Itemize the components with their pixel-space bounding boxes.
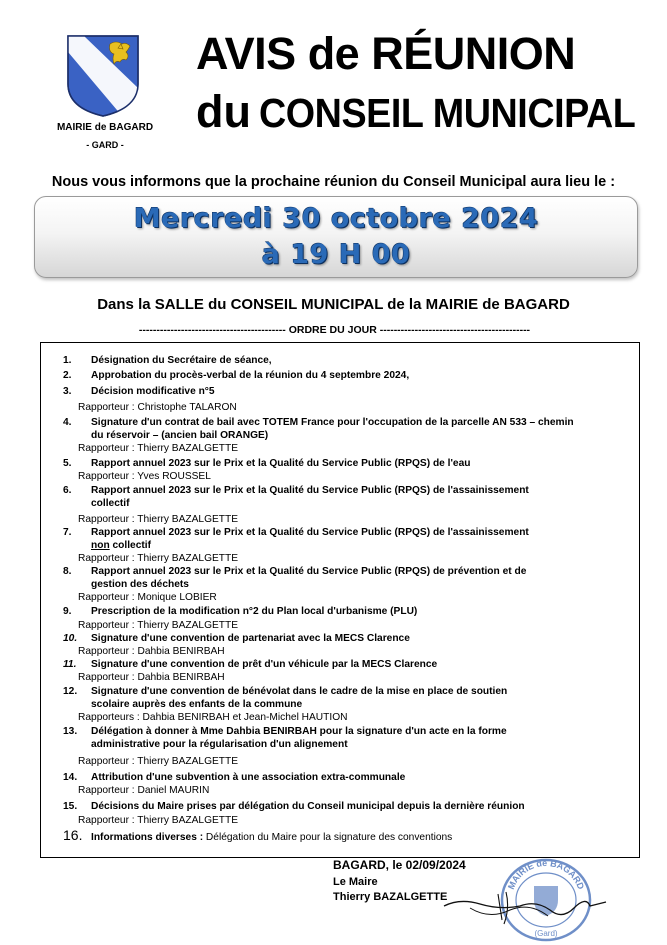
meeting-date: Mercredi 30 octobre 2024 [133, 203, 539, 234]
gard-label: - GARD - [86, 140, 124, 150]
item-text: Décision modificative n°5 [91, 386, 215, 397]
item-text: Signature d'un contrat de bail avec TOTEM France pour l'occupation de la parcelle AN 533 – chemin du réservoir – (ancien bail ORANGE) [91, 417, 574, 441]
item-number: 1. [63, 355, 72, 366]
signature-role: Le Maire [333, 876, 378, 888]
rapporteur: Rapporteur : Dahbia BENIRBAH [78, 672, 225, 683]
title-du: du [196, 86, 251, 137]
title-conseil-municipal: CONSEIL MUNICIPAL [258, 90, 636, 136]
svg-text:(Gard): (Gard) [534, 929, 558, 938]
item-text: Désignation du Secrétaire de séance, [91, 355, 272, 366]
item-text: Signature d'une convention de bénévolat dans le cadre de la mise en place de soutien scolaire auprès des enfants de la commune [91, 686, 508, 710]
item-text: Rapport annuel 2023 sur le Prix et la Qualité du Service Public (RPQS) de l'assainissement collectif [91, 485, 529, 509]
item-number: 6. [63, 485, 72, 496]
meeting-time: à 19 H 00 [261, 239, 411, 270]
item-number: 3. [63, 386, 72, 397]
rapporteur: Rapporteur : Dahbia BENIRBAH [78, 646, 225, 657]
svg-text:MAIRIE de BAGARD: MAIRIE de BAGARD [505, 857, 587, 891]
item-text: Rapport annuel 2023 sur le Prix et la Qualité du Service Public (RPQS) de l'assainissement non collectif [91, 527, 529, 551]
signature-name: Thierry BAZALGETTE [333, 891, 448, 903]
rapporteur: Rapporteur : Daniel MAURIN [78, 785, 210, 796]
item-text: Signature d'une convention de prêt d'un véhicule par la MECS Clarence [91, 659, 438, 670]
signature-city-date: BAGARD, le 02/09/2024 [333, 858, 466, 872]
item-number: 7. [63, 527, 72, 538]
rapporteur: Rapporteur : Thierry BAZALGETTE [78, 620, 239, 631]
item-number: 4. [63, 417, 72, 428]
bagard-coat-of-arms [66, 34, 140, 118]
mayor-signature [440, 880, 610, 930]
item-number: 2. [63, 370, 72, 381]
item-number: 15. [63, 801, 78, 812]
item-text: Décisions du Maire prises par délégation du Conseil municipal depuis la dernière réunion [91, 801, 525, 812]
agenda-box [40, 342, 640, 858]
rapporteur: Rapporteur : Yves ROUSSEL [78, 471, 211, 482]
title-line-2 [196, 86, 656, 138]
item-number: 14. [63, 772, 78, 783]
item-text: Délégation à donner à Mme Dahbia BENIRBAH pour la signature d'un acte en la forme administrative pour la régularisation d'un alignement [91, 726, 507, 750]
item-number: 9. [63, 606, 72, 617]
item-number: 13. [63, 726, 78, 737]
item-number: 16. [63, 827, 83, 843]
item-number: 10. [63, 633, 78, 644]
item-text: Rapport annuel 2023 sur le Prix et la Qualité du Service Public (RPQS) de prévention et de gestion des déchets [91, 566, 527, 590]
item-number: 8. [63, 566, 72, 577]
item-number: 11. [63, 659, 77, 670]
rapporteur: Rapporteur : Thierry BAZALGETTE [78, 514, 239, 525]
meeting-location: Dans la SALLE du CONSEIL MUNICIPAL de la MAIRIE de BAGARD [97, 296, 570, 313]
rapporteur: Rapporteur : Monique LOBIER [78, 592, 217, 603]
item-text: Signature d'une convention de partenariat avec la MECS Clarence [91, 633, 410, 644]
rapporteur: Rapporteurs : Dahbia BENIRBAH et Jean-Michel HAUTION [78, 712, 348, 723]
intro-text: Nous vous informons que la prochaine réunion du Conseil Municipal aura lieu le : [51, 174, 616, 190]
rapporteur: Rapporteur : Thierry BAZALGETTE [78, 756, 239, 767]
ordre-du-jour-heading: ------------------------------------------ ORDRE DU JOUR ------------------------------------------- [138, 324, 531, 336]
item-number: 12. [63, 686, 78, 697]
title-line-1: AVIS de RÉUNION [196, 28, 576, 79]
rapporteur: Rapporteur : Thierry BAZALGETTE [78, 443, 239, 454]
rapporteur: Rapporteur : Thierry BAZALGETTE [78, 815, 239, 826]
item-number: 5. [63, 458, 72, 469]
mairie-label: MAIRIE de BAGARD [56, 122, 154, 133]
item-text: Approbation du procès-verbal de la réunion du 4 septembre 2024, [91, 370, 410, 381]
rapporteur: Rapporteur : Christophe TALARON [78, 402, 237, 413]
item-text: Attribution d'une subvention à une association extra-communale [91, 772, 406, 783]
item-text: Prescription de la modification n°2 du Plan local d'urbanisme (PLU) [91, 606, 418, 617]
meeting-date-box [34, 196, 638, 278]
item-text: Informations diverses : Délégation du Maire pour la signature des conventions [91, 832, 453, 843]
item-text: Rapport annuel 2023 sur le Prix et la Qualité du Service Public (RPQS) de l'eau [91, 458, 471, 469]
rapporteur: Rapporteur : Thierry BAZALGETTE [78, 553, 239, 564]
